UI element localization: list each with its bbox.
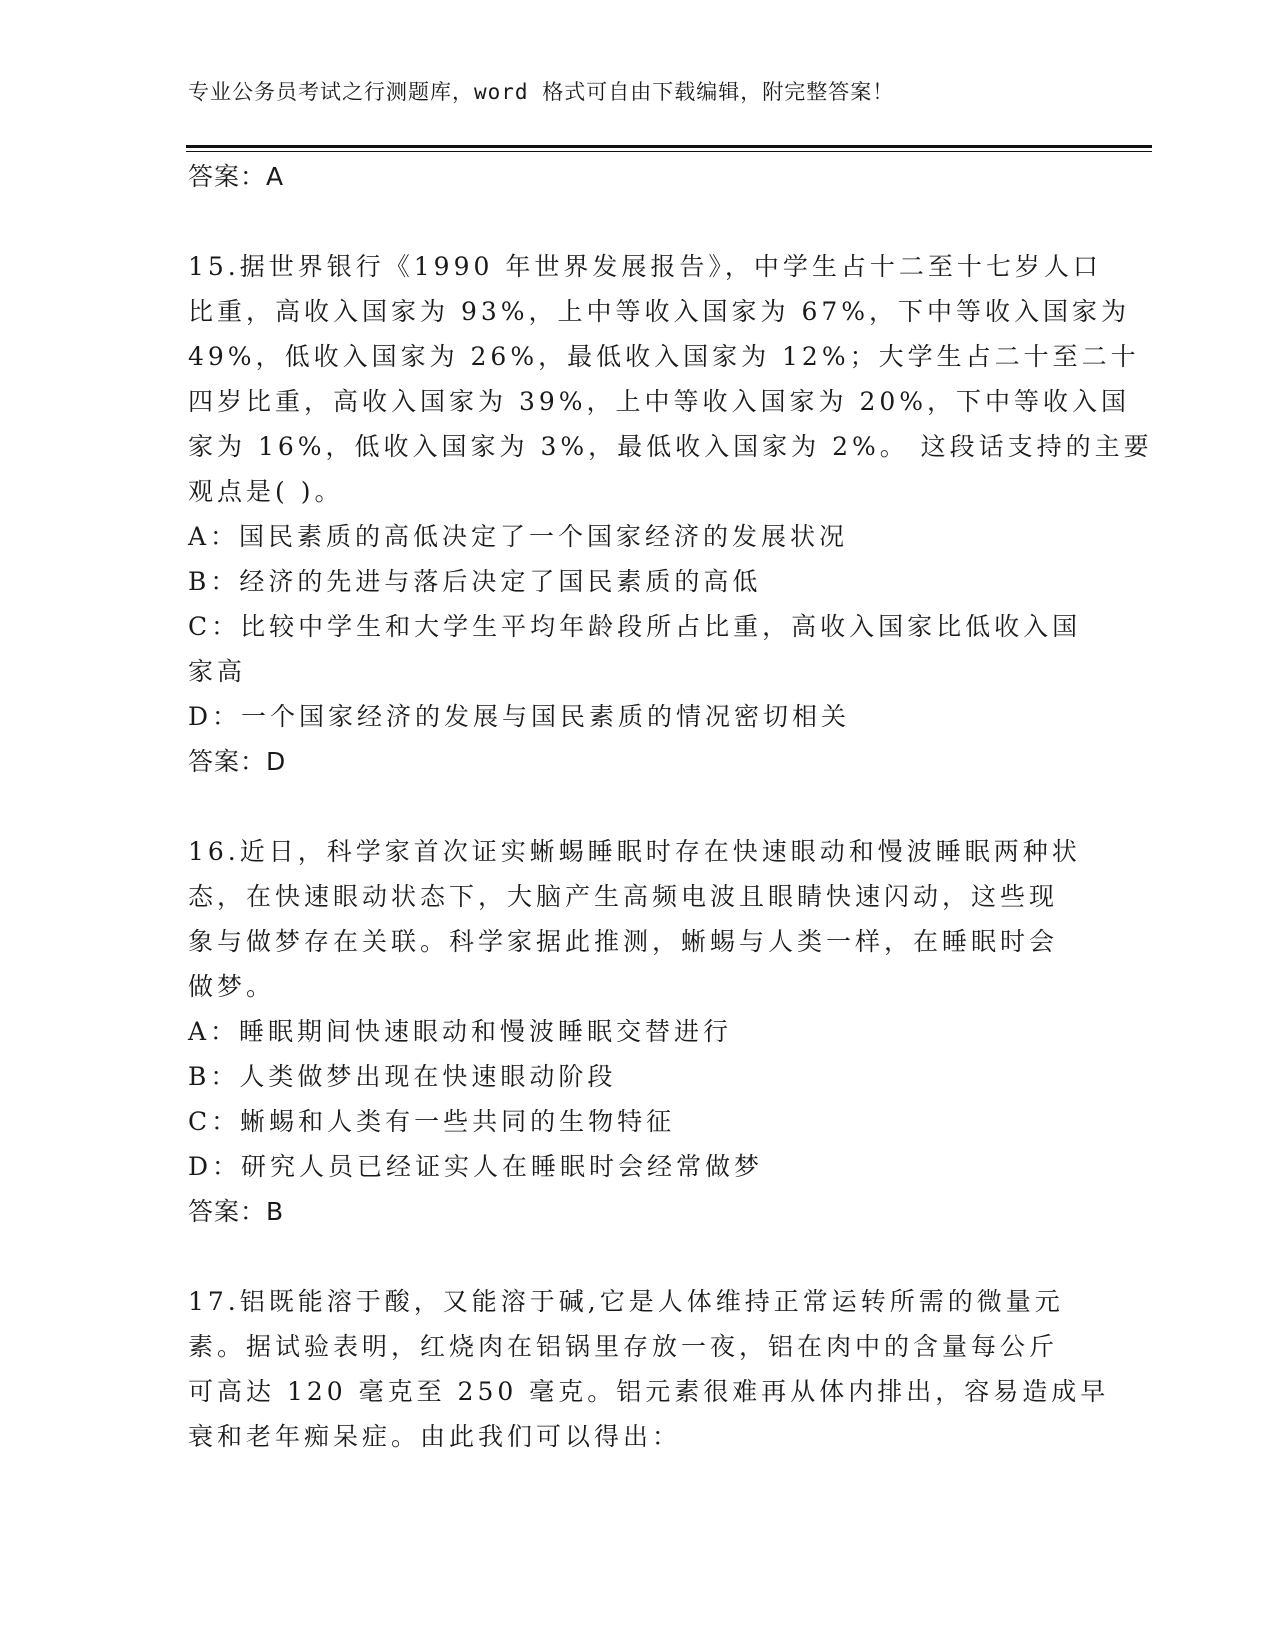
spacer (188, 785, 1088, 829)
question-stem-line: 衰和老年痴呆症。由此我们可以得出： (188, 1422, 682, 1451)
option-c-continued: 家高 (188, 657, 247, 686)
question-stem-line: 家为 16%，低收入国家为 3%，最低收入国家为 2%。 这段话支持的主要 (188, 432, 1153, 461)
question-15 (188, 244, 1153, 785)
option-c: C：蜥蜴和人类有一些共同的生物特征 (188, 1107, 676, 1136)
question-stem-line: 49%，低收入国家为 26%，最低收入国家为 12%；大学生占二十至二十 (188, 342, 1140, 371)
question-stem-line: 可高达 120 毫克至 250 毫克。铝元素很难再从体内排出，容易造成早 (188, 1377, 1110, 1406)
question-stem-line: 观点是( )。 (188, 477, 344, 506)
question-stem-line: 做梦。 (188, 972, 276, 1001)
spacer (188, 1235, 1088, 1279)
spacer (188, 200, 1088, 244)
answer-line: 答案：B (188, 1197, 285, 1226)
question-16 (188, 829, 1088, 1235)
option-c: C：比较中学生和大学生平均年龄段所占比重，高收入国家比低收入国 (188, 612, 1082, 641)
question-stem-line: 态，在快速眼动状态下，大脑产生高频电波且眼睛快速闪动，这些现 (188, 882, 1059, 911)
question-stem-line: 15.据世界银行《1990 年世界发展报告》，中学生占十二至十七岁人口 (188, 252, 1102, 281)
question-17 (188, 1279, 1110, 1459)
option-d: D：一个国家经济的发展与国民素质的情况密切相关 (188, 702, 851, 731)
option-d: D：研究人员已经证实人在睡眠时会经常做梦 (188, 1152, 764, 1181)
question-stem-line: 四岁比重，高收入国家为 39%，上中等收入国家为 20%，下中等收入国 (188, 387, 1131, 416)
answer-line: 答案：D (188, 747, 287, 776)
question-stem-line: 16.近日，科学家首次证实蜥蜴睡眠时存在快速眼动和慢波睡眠两种状 (188, 837, 1081, 866)
question-stem-line: 17.铝既能溶于酸，又能溶于碱,它是人体维持正常运转所需的微量元 (188, 1287, 1064, 1316)
page-content (188, 154, 1153, 1459)
option-a: A：睡眠期间快速眼动和慢波睡眠交替进行 (188, 1017, 733, 1046)
question-stem-line: 象与做梦存在关联。科学家据此推测，蜥蜴与人类一样，在睡眠时会 (188, 927, 1059, 956)
question-stem-line: 比重，高收入国家为 93%，上中等收入国家为 67%，下中等收入国家为 (188, 297, 1131, 326)
header-rule-thick (186, 145, 1152, 148)
header-rule-thin (186, 151, 1152, 152)
question-stem-line: 素。据试验表明，红烧肉在铝锅里存放一夜，铝在肉中的含量每公斤 (188, 1332, 1059, 1361)
option-b: B：人类做梦出现在快速眼动阶段 (188, 1062, 617, 1091)
option-b: B：经济的先进与落后决定了国民素质的高低 (188, 567, 762, 596)
option-a: A：国民素质的高低决定了一个国家经济的发展状况 (188, 522, 849, 551)
page-header: 专业公务员考试之行测题库，word 格式可自由下载编辑，附完整答案！ (188, 80, 895, 104)
answer-line: 答案：A (188, 162, 285, 191)
